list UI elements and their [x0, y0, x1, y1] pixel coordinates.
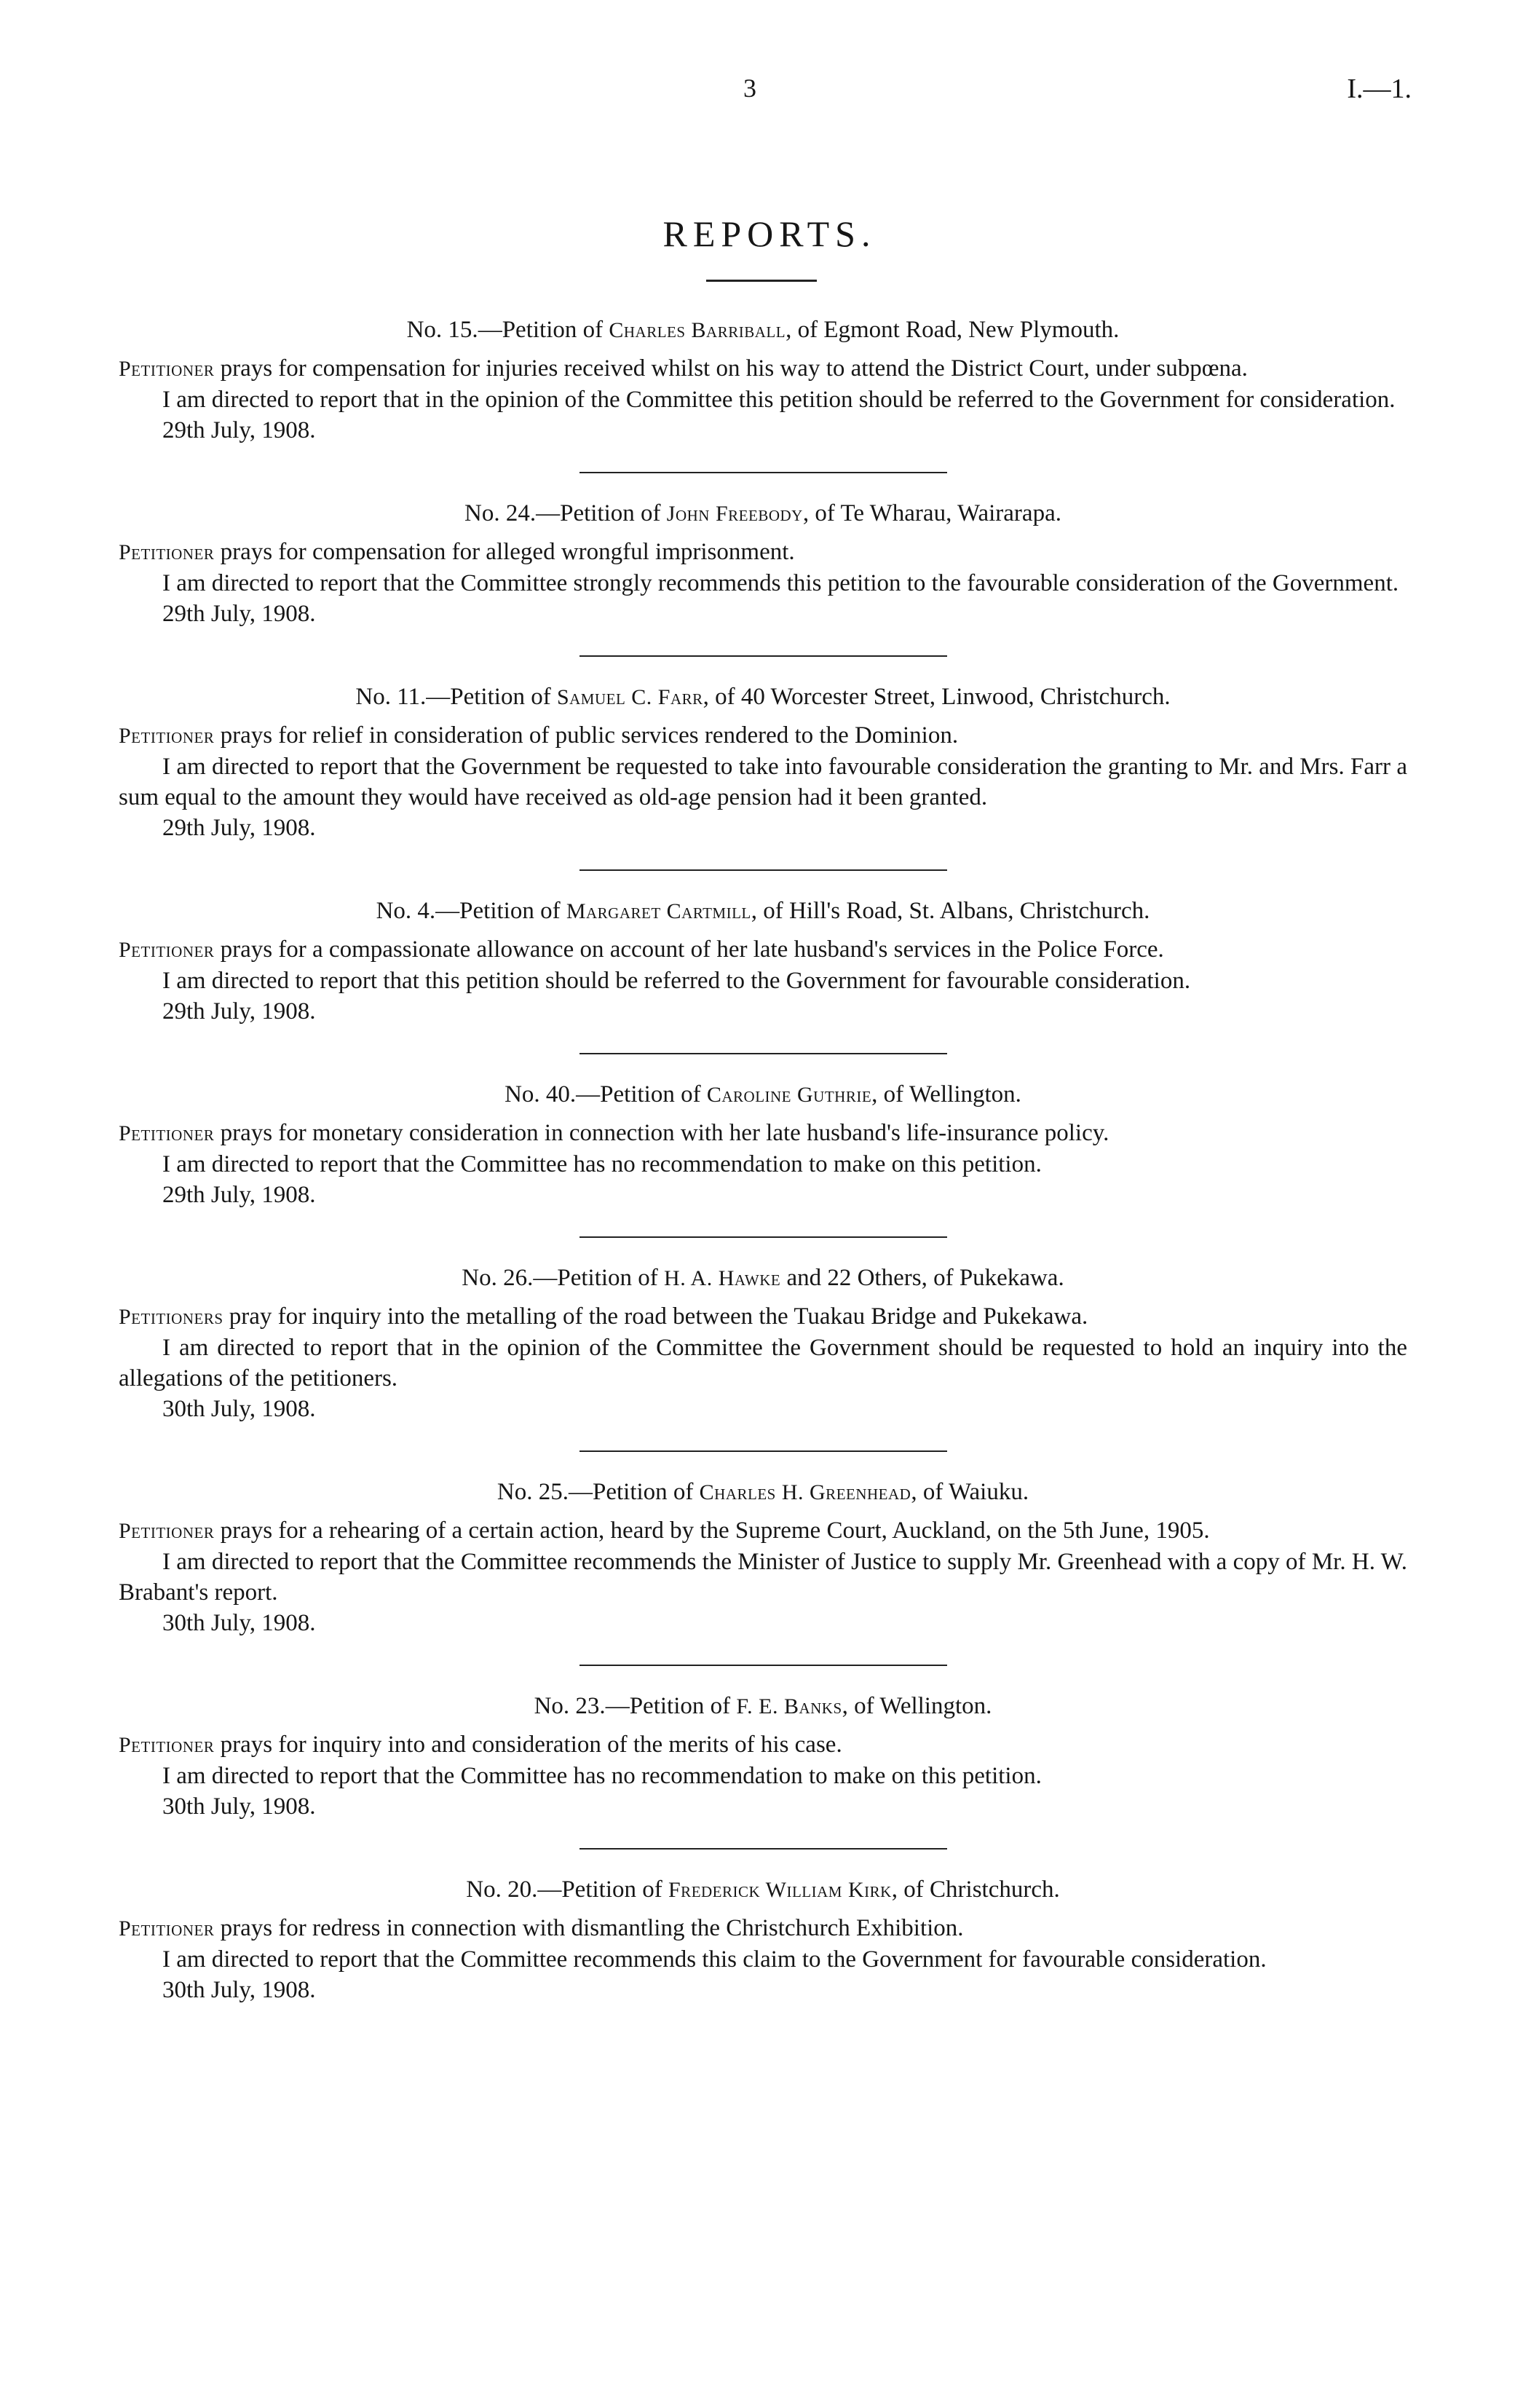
petition-entry: [119, 1263, 1407, 1452]
entry-divider: [579, 1236, 947, 1238]
prayer-text: prays for a compassionate allowance on account of her late husband's services in the Police Force.: [220, 936, 1164, 963]
report-text: I am directed to report that in the opinion of the Committee the Government should be requested to hold an inquiry into the allegations of the petitioners.: [119, 1335, 1407, 1391]
petitioner-label: Petitioner: [119, 1733, 215, 1757]
report-date: 29th July, 1908.: [162, 1182, 316, 1208]
petition-entry: [119, 1691, 1407, 1850]
petition-heading: No. 23.—Petition of F. E. Banks, of Wellington.: [534, 1693, 992, 1719]
report-text: I am directed to report that the Committee recommends the Minister of Justice to supply Mr. Greenhead with a copy of Mr. H. W. Brabant's report.: [119, 1549, 1407, 1606]
title-divider: [706, 280, 817, 282]
petition-prayer: [119, 1913, 1407, 1944]
petition-entry: [119, 1477, 1407, 1666]
petitioner-label: Petitioner: [119, 1121, 215, 1145]
page-number: 3: [743, 74, 756, 103]
petitioner-name: Charles H. Greenhead: [699, 1480, 911, 1504]
petitioner-location: Pukekawa.: [959, 1265, 1064, 1291]
prayer-text: prays for monetary consideration in connection with her late husband's life-insurance policy.: [220, 1120, 1109, 1146]
petitioner-location: Hill's Road, St. Albans, Christchurch.: [789, 898, 1150, 924]
petitioner-name: Margaret Cartmill: [566, 899, 751, 923]
report-text: I am directed to report that the Committee has no recommendation to make on this petition.: [162, 1763, 1042, 1789]
entry-divider: [579, 869, 947, 871]
prayer-text: prays for compensation for alleged wrongful imprisonment.: [220, 539, 795, 565]
entry-divider: [579, 472, 947, 473]
petitioner-name: Caroline Guthrie: [706, 1083, 872, 1107]
petition-heading: No. 4.—Petition of Margaret Cartmill, of Hill's Road, St. Albans, Christchurch.: [376, 898, 1150, 924]
report-date: 29th July, 1908.: [162, 998, 316, 1025]
petition-heading: No. 24.—Petition of John Freebody, of Te Wharau, Wairarapa.: [464, 500, 1061, 526]
petition-heading: No. 26.—Petition of H. A. Hawke and 22 Others, of Pukekawa.: [462, 1265, 1064, 1291]
petition-prayer: [119, 934, 1407, 966]
report-text: I am directed to report that the Committee recommends this claim to the Government for favourable consideration.: [162, 1946, 1267, 1973]
petition-entry: [119, 498, 1407, 657]
petition-number: No. 23.: [534, 1693, 606, 1719]
entry-divider: [579, 1053, 947, 1054]
petition-prayer: [119, 1118, 1407, 1149]
page-title: REPORTS.: [662, 213, 877, 254]
petitioner-label: Petitioner: [119, 540, 215, 564]
report-text: I am directed to report that the Committee strongly recommends this petition to the favourable consideration of the Government.: [162, 570, 1399, 596]
prayer-text: prays for compensation for injuries received whilst on his way to attend the District Court, under subpœna.: [220, 355, 1248, 382]
petition-heading: No. 25.—Petition of Charles H. Greenhead, of Waiuku.: [496, 1479, 1029, 1505]
petition-entry: [119, 315, 1407, 473]
report-text: I am directed to report that the Committee has no recommendation to make on this petition.: [162, 1151, 1042, 1177]
petition-heading: No. 40.—Petition of Caroline Guthrie, of Wellington.: [505, 1081, 1021, 1108]
petition-entry: [119, 1079, 1407, 1238]
petitioner-label: Petitioner: [119, 938, 215, 962]
petition-heading: No. 15.—Petition of Charles Barriball, of Egmont Road, New Plymouth.: [406, 317, 1120, 343]
petitioner-name: F. E. Banks: [736, 1694, 842, 1718]
report-date: 30th July, 1908.: [162, 1793, 316, 1820]
petitioner-label: Petitioner: [119, 1916, 215, 1941]
petitioner-location: Wellington.: [909, 1081, 1021, 1108]
petition-prayer: [119, 1729, 1407, 1761]
petitioner-label: Petitioners: [119, 1305, 223, 1329]
petition-prayer: [119, 1301, 1407, 1333]
entry-divider: [579, 1665, 947, 1666]
entry-divider: [579, 655, 947, 657]
petition-number: No. 15.: [406, 317, 478, 343]
report-text: I am directed to report that the Government be requested to take into favourable consideration the granting to Mr. and Mrs. Farr a sum equal to the amount they would have received as old-age pension had it been granted.: [119, 754, 1407, 810]
petition-prayer: [119, 353, 1407, 384]
report-text: I am directed to report that this petition should be referred to the Government for favourable consideration.: [162, 968, 1191, 994]
petition-prayer: [119, 537, 1407, 568]
report-date: 30th July, 1908.: [162, 1396, 316, 1422]
petition-entry: [119, 682, 1407, 871]
petition-number: No. 20.: [466, 1876, 538, 1903]
prayer-text: prays for relief in consideration of public services rendered to the Dominion.: [220, 722, 959, 749]
petitioner-name: Frederick William Kirk: [668, 1878, 892, 1902]
petitioner-location: Waiuku.: [949, 1479, 1029, 1505]
petitioner-label: Petitioner: [119, 724, 215, 748]
petitioner-name-suffix: and 22 Others: [786, 1265, 922, 1291]
entry-divider: [579, 1450, 947, 1452]
petition-entry: [119, 1874, 1407, 2005]
prayer-text: prays for a rehearing of a certain action, heard by the Supreme Court, Auckland, on the 5th June, 1905.: [220, 1517, 1210, 1544]
report-date: 29th July, 1908.: [162, 815, 316, 841]
petition-number: No. 26.: [462, 1265, 534, 1291]
report-date: 29th July, 1908.: [162, 417, 316, 443]
entry-divider: [579, 1848, 947, 1850]
report-text: I am directed to report that in the opinion of the Committee this petition should be referred to the Government for consideration.: [162, 387, 1396, 413]
petition-prayer: [119, 1515, 1407, 1547]
document-reference: I.—1.: [1347, 74, 1412, 104]
petitioner-location: Egmont Road, New Plymouth.: [823, 317, 1120, 343]
prayer-text: prays for inquiry into and consideration of the merits of his case.: [220, 1732, 842, 1758]
petitioner-location: 40 Worcester Street, Linwood, Christchurch.: [740, 684, 1171, 710]
petitioner-location: Christchurch.: [930, 1876, 1060, 1903]
petitioner-name: John Freebody: [666, 502, 803, 526]
petitioner-label: Petitioner: [119, 357, 215, 381]
petition-number: No. 25.: [496, 1479, 569, 1505]
petition-number: No. 24.: [464, 500, 537, 526]
petitioner-location: Wellington.: [879, 1693, 992, 1719]
petitioner-location: Te Wharau, Wairarapa.: [840, 500, 1061, 526]
report-date: 30th July, 1908.: [162, 1610, 316, 1636]
petition-heading: No. 11.—Petition of Samuel C. Farr, of 40 Worcester Street, Linwood, Christchurch.: [355, 684, 1171, 710]
petition-number: No. 11.: [355, 684, 427, 710]
petitioner-name: H. A. Hawke: [664, 1266, 781, 1290]
petition-number: No. 4.: [376, 898, 436, 924]
prayer-text: prays for redress in connection with dismantling the Christchurch Exhibition.: [220, 1915, 964, 1941]
petition-heading: No. 20.—Petition of Frederick William Kirk, of Christchurch.: [466, 1876, 1060, 1903]
reports-list: [119, 315, 1407, 2005]
prayer-text: pray for inquiry into the metalling of the road between the Tuakau Bridge and Pukekawa.: [229, 1303, 1088, 1330]
petitioner-name: Samuel C. Farr: [556, 685, 703, 709]
petition-entry: [119, 896, 1407, 1054]
petitioner-name: Charles Barriball: [609, 318, 786, 342]
report-date: 30th July, 1908.: [162, 1977, 316, 2003]
petitioner-label: Petitioner: [119, 1519, 215, 1543]
petition-number: No. 40.: [505, 1081, 577, 1108]
report-date: 29th July, 1908.: [162, 601, 316, 627]
petition-prayer: [119, 720, 1407, 751]
